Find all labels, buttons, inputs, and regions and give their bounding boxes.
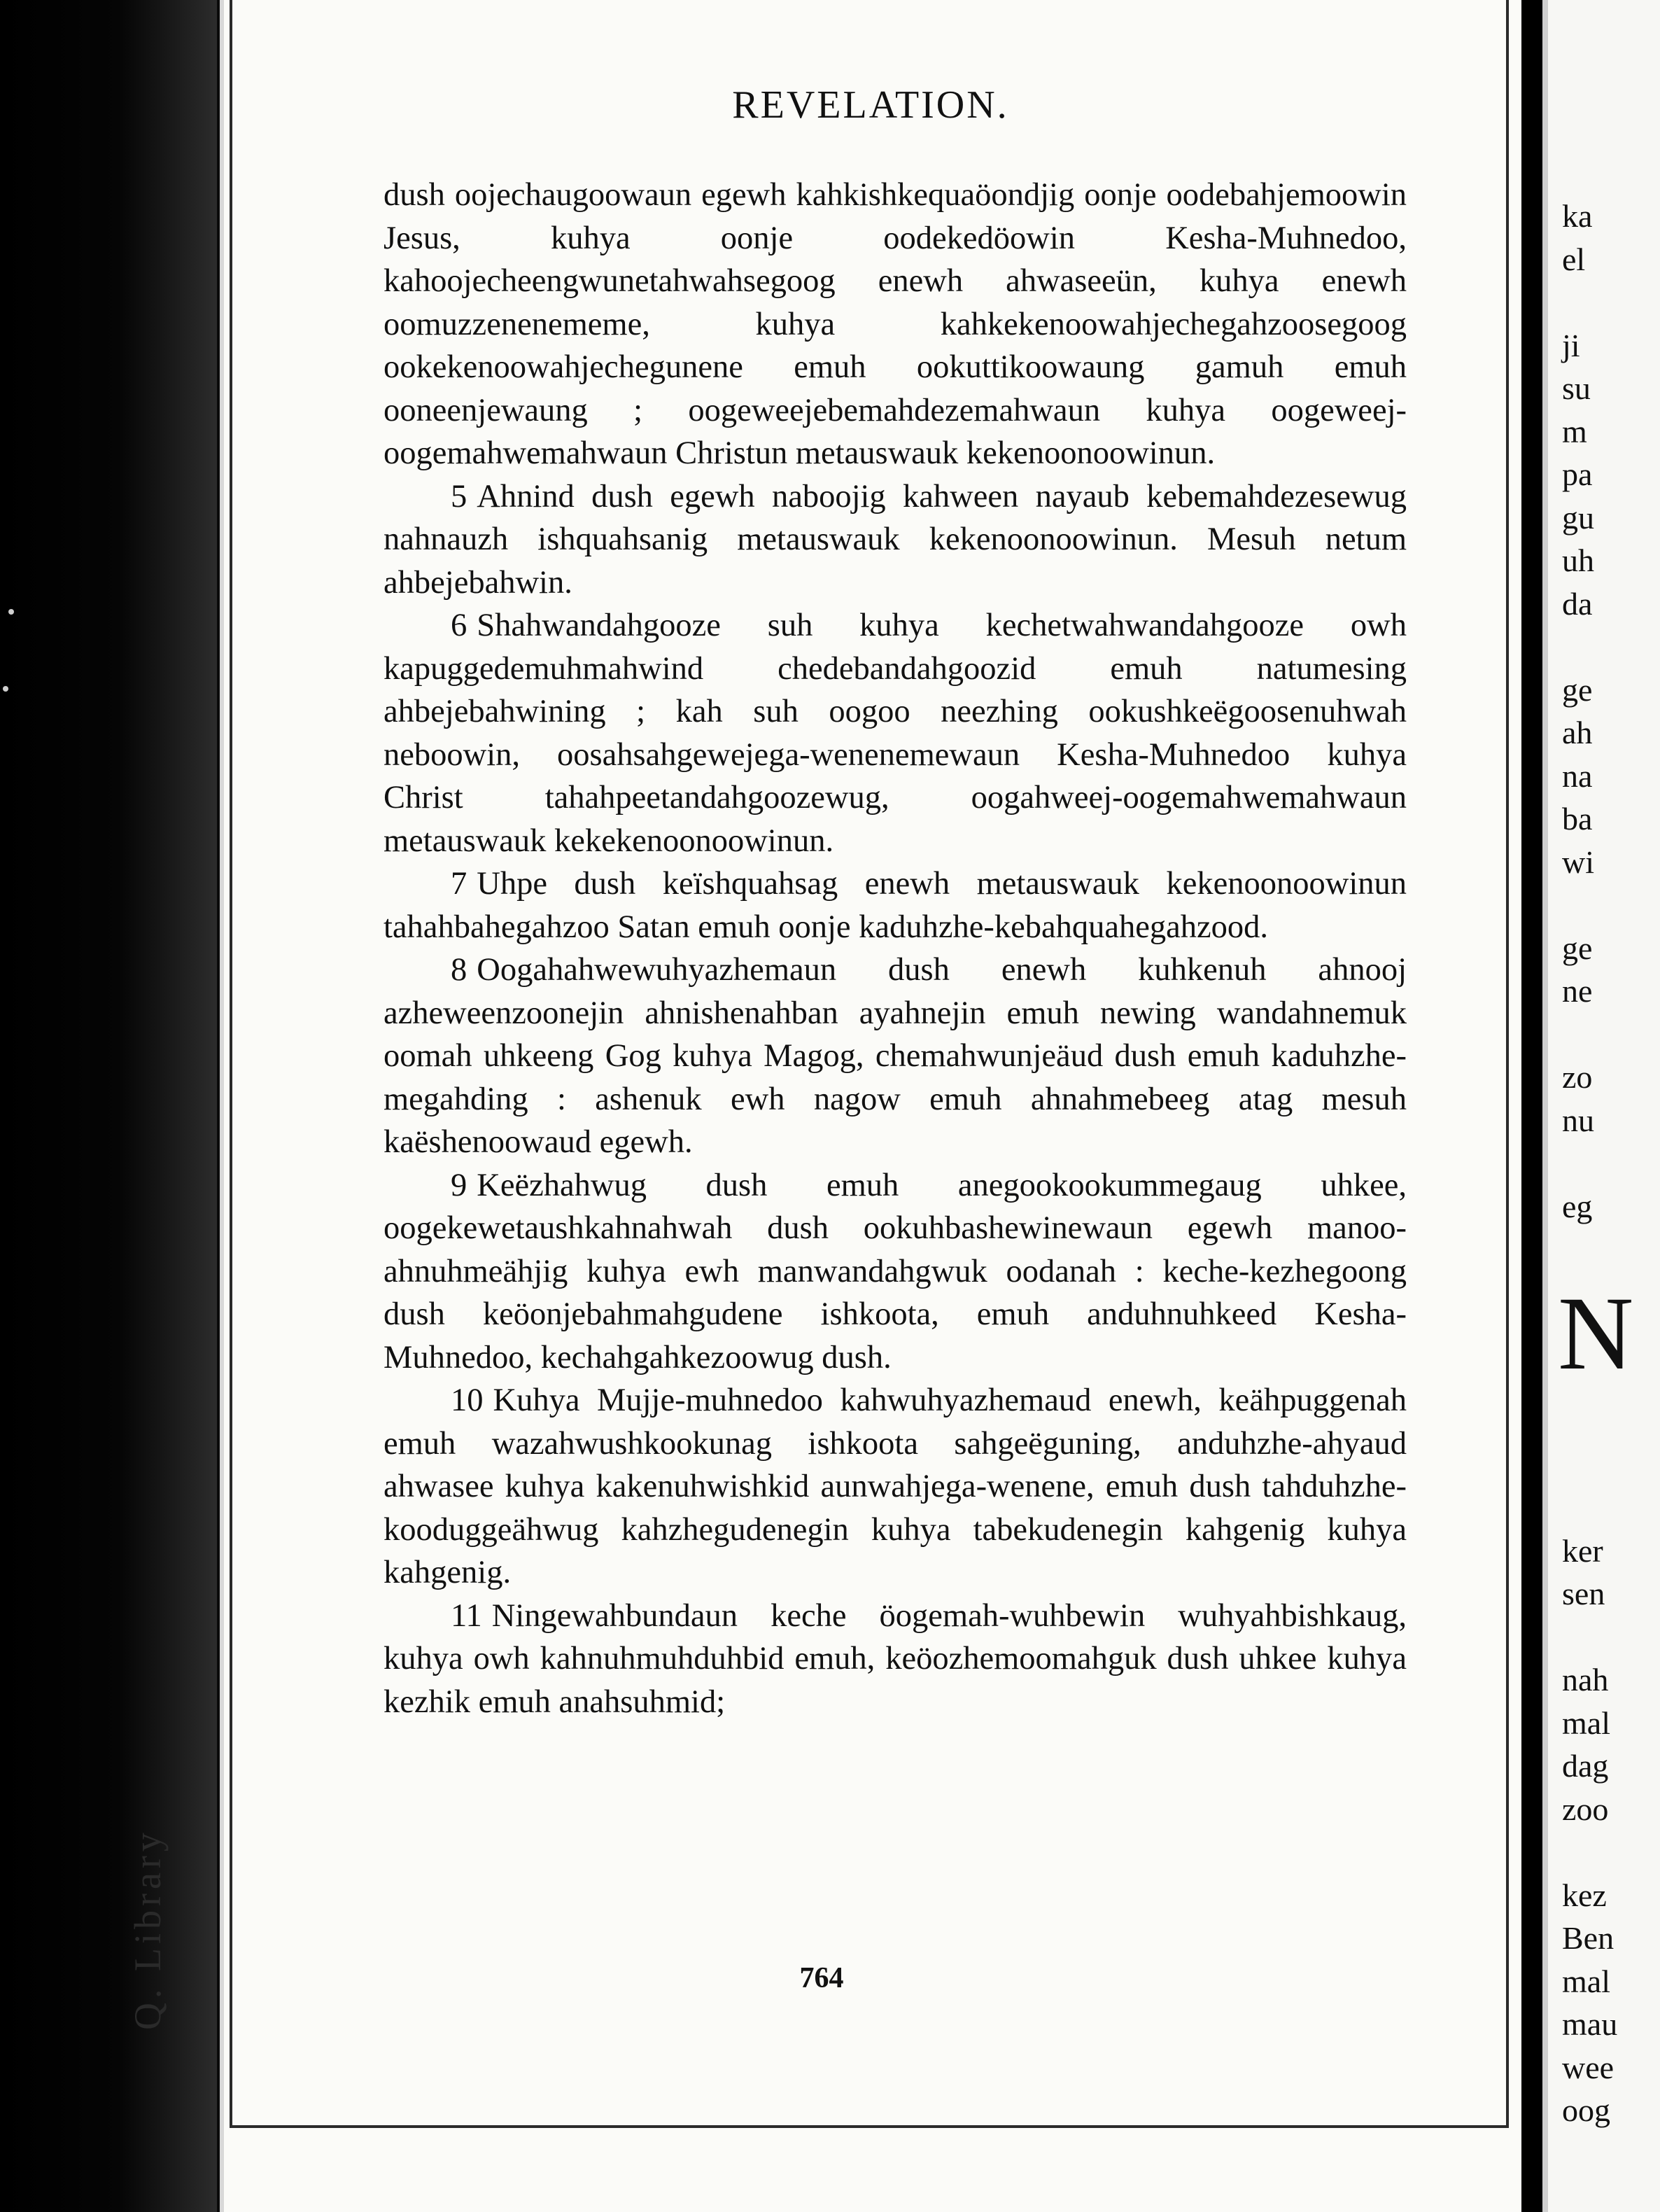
facing-line-fragment: ker xyxy=(1562,1532,1603,1569)
facing-line-fragment: ne xyxy=(1562,973,1593,1009)
facing-line-fragment: ge xyxy=(1562,671,1593,708)
facing-line-fragment: oog xyxy=(1562,2092,1610,2128)
facing-line-fragment: Ben xyxy=(1562,1920,1615,1956)
verse-number: 9 xyxy=(451,1167,467,1203)
facing-line-fragment: ge xyxy=(1562,930,1593,966)
facing-line-fragment xyxy=(1562,1013,1660,1056)
verse-text: Shahwandahgooze suh kuhya kechetwahwandahgooze owh kapuggedemuhmahwind chedebandahgoozid emuh natumesing ahbejebahwining ; kah suh oogoo neezhing ookushkeëgoosenuhwah neboowin, oosahsahgewejega-wenenemewaun Kesha-Muhnedoo kuhya Christ tahahpeetandahgoozewug, oogahweej-oogemahwemahwaun metauswauk kekekenoonoowinun. xyxy=(384,608,1407,859)
scan-speck xyxy=(3,686,8,692)
facing-line-fragment xyxy=(1562,281,1660,324)
facing-line-fragment: mal xyxy=(1562,1704,1610,1741)
verse-7 xyxy=(384,862,1407,948)
verse-text: dush oojechaugoowaun egewh kahkishkequaöondjig oonje oodebahjemoowin Jesus, kuhya oonje oodekedöowin Kesha-Muhnedoo, kahoojecheengwunetahwahsegoog enewh ahwaseeün, kuhya enewh oomuzzenenememe, kuhya kahkekenoowahjechegahzoosegoog ookekenoowahjechegunene emuh ookuttikoowaung gamuh emuh ooneenjewaung ; oogeweejebemahdezemahwaun kuhya oogeweej-oogemahwemahwaun Christun metauswauk kekenoonoowinun. xyxy=(384,177,1407,471)
facing-line-fragment: da xyxy=(1562,585,1593,622)
facing-line-fragment: mau xyxy=(1562,2006,1618,2042)
verse-text: Uhpe dush keïshquahsag enewh metauswauk kekenoonoowinun tahahbahegahzoo Satan emuh oonje kaduhzhe-kebahquahegahzood. xyxy=(384,866,1407,945)
facing-line-fragment xyxy=(1562,625,1660,668)
verse-number: 7 xyxy=(451,866,467,902)
facing-line-fragment: el xyxy=(1562,241,1586,277)
facing-line-fragment: dag xyxy=(1562,1748,1609,1784)
verse-text: Ahnind dush egewh naboojig kahween nayaub kebemahdezesewug nahnauzh ishquahsanig metauswauk kekenoonoowinun. Mesuh netum ahbejebahwin. xyxy=(384,478,1407,601)
page-number: 764 xyxy=(799,1962,844,1994)
verse-number: 11 xyxy=(451,1597,482,1634)
facing-line-fragment: uh xyxy=(1562,542,1594,578)
book-gutter xyxy=(1521,0,1542,2212)
facing-line-fragment: ba xyxy=(1562,801,1593,836)
facing-line-fragment: ka xyxy=(1562,198,1593,234)
verse-number: 6 xyxy=(451,608,467,643)
scan-speck xyxy=(8,609,14,615)
facing-line-fragment: nah xyxy=(1562,1662,1609,1698)
spine-library-stamp: Q. Library xyxy=(127,1828,169,2030)
facing-line-fragment: gu xyxy=(1562,499,1594,536)
facing-line-fragment xyxy=(1562,883,1660,927)
verse-11 xyxy=(384,1595,1407,1724)
facing-line-fragment: sen xyxy=(1562,1576,1605,1611)
facing-line-fragment: m xyxy=(1562,413,1587,449)
verse-continuation xyxy=(384,174,1407,475)
verse-8 xyxy=(384,948,1407,1164)
verse-number: 8 xyxy=(451,952,467,988)
facing-line-fragment xyxy=(1562,1830,1660,1874)
facing-line-fragment: wee xyxy=(1562,2049,1615,2085)
verse-9 xyxy=(384,1164,1407,1380)
facing-page-strip xyxy=(1542,0,1660,2212)
facing-line-fragment xyxy=(1562,1228,1660,1271)
facing-line-fragment: pa xyxy=(1562,456,1593,492)
facing-line-fragment: kez xyxy=(1562,1877,1607,1913)
verse-6 xyxy=(384,604,1407,862)
facing-line-fragment: zo xyxy=(1562,1059,1593,1095)
facing-line-fragment: mal xyxy=(1562,1963,1610,1999)
facing-line-fragment xyxy=(1562,1443,1660,1487)
facing-page-line-fragments xyxy=(1562,195,1660,2132)
verse-text: Keëzhahwug dush emuh anegookookummegaug uhkee, oogekewetaushkahnahwah dush ookuhbashewinewaun egewh manoo-ahnuhmeähjig kuhya ewh manwandahgwuk oodanah : keche-kezhegoong dush keöonjebahmahgudene ishkoota, emuh anduhnuhkeed Kesha-Muhnedoo, kechahgahkezoowug dush. xyxy=(384,1167,1407,1376)
verse-5 xyxy=(384,475,1407,605)
facing-line-fragment xyxy=(1562,1616,1660,1659)
facing-line-fragment xyxy=(1562,1400,1660,1443)
book-page xyxy=(220,0,1521,2212)
facing-line-fragment: su xyxy=(1562,370,1591,406)
facing-page-dropcap: N xyxy=(1558,1275,1634,1392)
facing-line-fragment: wi xyxy=(1562,844,1594,880)
verse-text: Ningewahbundaun keche öogemah-wuhbewin wuhyahbishkaug, kuhya owh kahnuhmuhduhbid emuh, keöozhemoomahguk dush uhkee kuhya kezhik emuh anahsuhmid; xyxy=(384,1597,1407,1720)
verse-text: Kuhya Mujje-muhnedoo kahwuhyazhemaud enewh, keähpuggenah emuh wazahwushkookunag ishkoota sahgeëguning, anduhzhe-ahyaud ahwasee kuhya kakenuhwishkid aunwahjega-wenene, emuh dush tahduhzhe-kooduggeähwug kahzhegudenegin kuhya tabekudenegin kahgenig kuhya kahgenig. xyxy=(384,1382,1407,1590)
facing-line-fragment: eg xyxy=(1562,1188,1593,1224)
facing-line-fragment: zoo xyxy=(1562,1791,1609,1827)
facing-line-fragment: na xyxy=(1562,757,1593,794)
verse-10 xyxy=(384,1379,1407,1595)
verse-text: Oogahahwewuhyazhemaun dush enewh kuhkenuh ahnooj azheweenzoonejin ahnishenahban ayahnejin emuh newing wandahnemuk oomah uhkeeng Gog kuhya Magog, chemahwunjeäud dush emuh kaduhzhe-megahding : ashenuk ewh nagow emuh ahnahmebeeg atag mesuh kaëshenoowaud egewh. xyxy=(384,952,1407,1160)
verse-text-block xyxy=(384,174,1407,1723)
facing-line-fragment: ji xyxy=(1562,327,1580,363)
verse-number: 10 xyxy=(451,1382,484,1418)
facing-line-fragment xyxy=(1562,1486,1660,1530)
running-head: REVELATION. xyxy=(732,83,1009,127)
facing-line-fragment: ah xyxy=(1562,715,1593,750)
facing-line-fragment: nu xyxy=(1562,1102,1594,1138)
facing-line-fragment xyxy=(1562,1142,1660,1185)
scan-left-edge xyxy=(0,0,217,2212)
verse-number: 5 xyxy=(451,478,467,514)
